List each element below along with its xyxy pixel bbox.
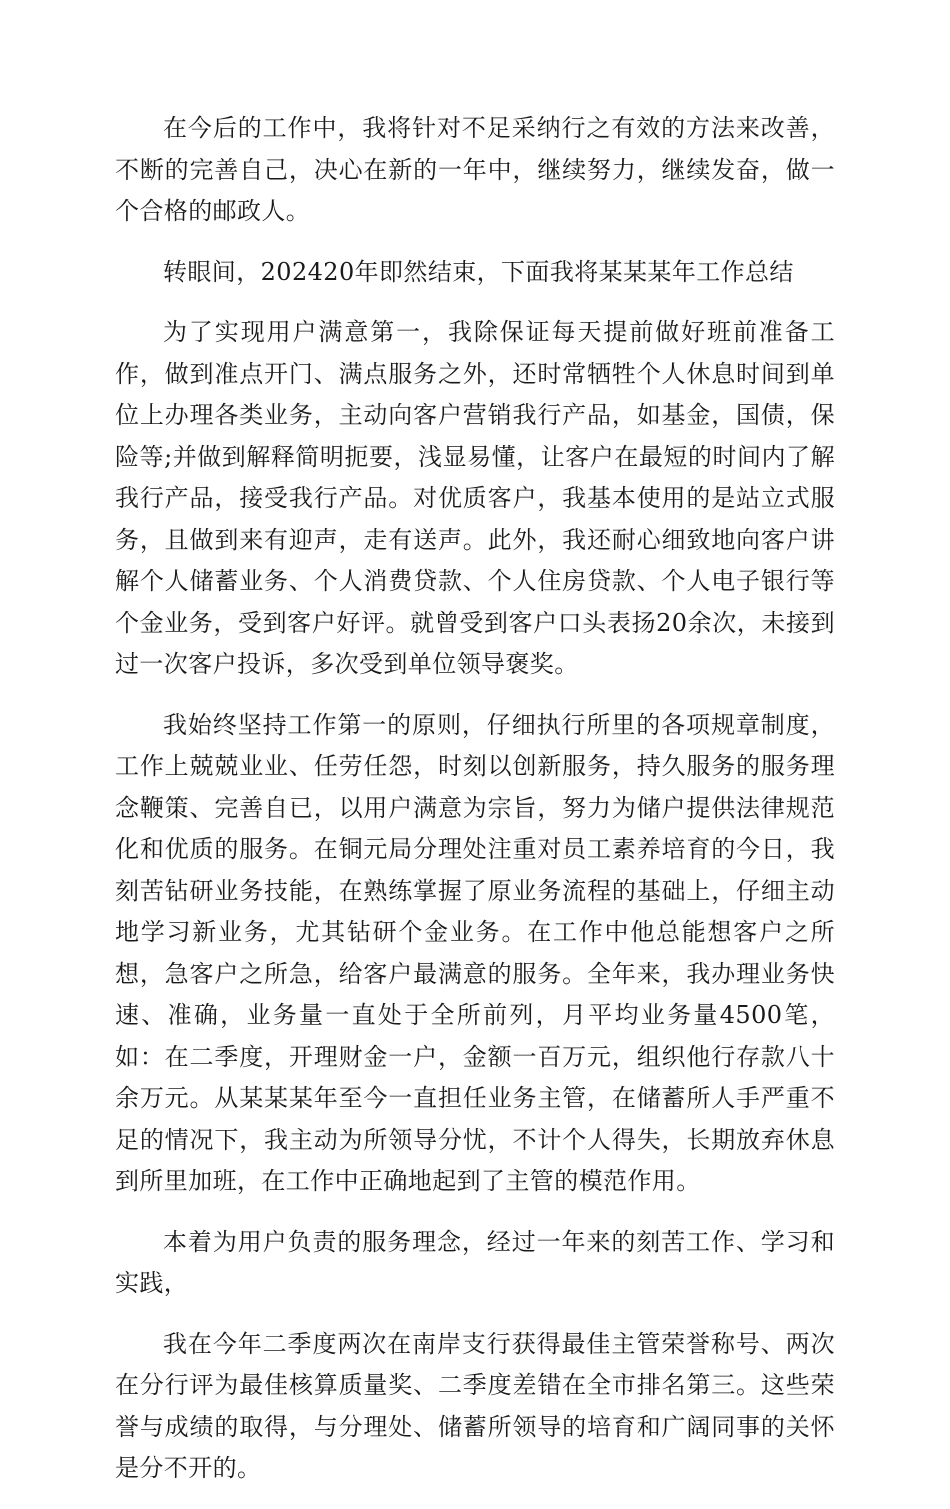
paragraph: 本着为用户负责的服务理念，经过一年来的刻苦工作、学习和实践， [115,1227,835,1297]
paragraph: 为了实现用户满意第一，我除保证每天提前做好班前准备工作，做到准点开门、满点服务之外，还时常牺牲个人休息时间到单位上办理各类业务，主动向客户营销我行产品，如基金，国债，保险等;并做到解释简明扼要，浅显易懂，让客户在最短的时间内了解我行产品，接受我行产品。对优质客户，我基本使用的是站立式服务，且做到来有迎声，走有送声。此外，我还耐心细致地向客户讲解个人储蓄业务、个人消费贷款、个人住房贷款、个人电子银行等个金业务，受到客户好评。就曾受到客户口头表扬20余次，未接到过一次客户投诉，多次受到单位领导褒奖。 [115,318,835,678]
paragraph: 我始终坚持工作第一的原则，仔细执行所里的各项规章制度，工作上兢兢业业、任劳任怨，时刻以创新服务，持久服务的服务理念鞭策、完善自已，以用户满意为宗旨，努力为储户提供法律规范化和优质的服务。在铜元局分理处注重对员工素养培育的今日，我刻苦钻研业务技能，在熟练掌握了原业务流程的基础上，仔细主动地学习新业务，尤其钻研个金业务。在工作中他总能想客户之所想，急客户之所急，给客户最满意的服务。全年来，我办理业务快速、准确，业务量一直处于全所前列，月平均业务量4500笔，如：在二季度，开理财金一户，金额一百万元，组织他行存款八十余万元。从某某某年至今一直担任业务主管，在储蓄所人手严重不足的情况下，我主动为所领导分忧，不计个人得失，长期放弃休息到所里加班，在工作中正确地起到了主管的模范作用。 [115,710,835,1195]
paragraph: 在今后的工作中，我将针对不足采纳行之有效的方法来改善，不断的完善自己，决心在新的一年中，继续努力，继续发奋，做一个合格的邮政人。 [115,114,835,225]
paragraph: 我在今年二季度两次在南岸支行获得最佳主管荣誉称号、两次在分行评为最佳核算质量奖、二季度差错在全市排名第三。这些荣誉与成绩的取得，与分理处、储蓄所领导的培育和广阔同事的关怀是分不开的。 [115,1329,835,1482]
paragraph: 转眼间，202420年即然结束，下面我将某某某年工作总结 [163,257,794,286]
document-body [115,108,835,1509]
